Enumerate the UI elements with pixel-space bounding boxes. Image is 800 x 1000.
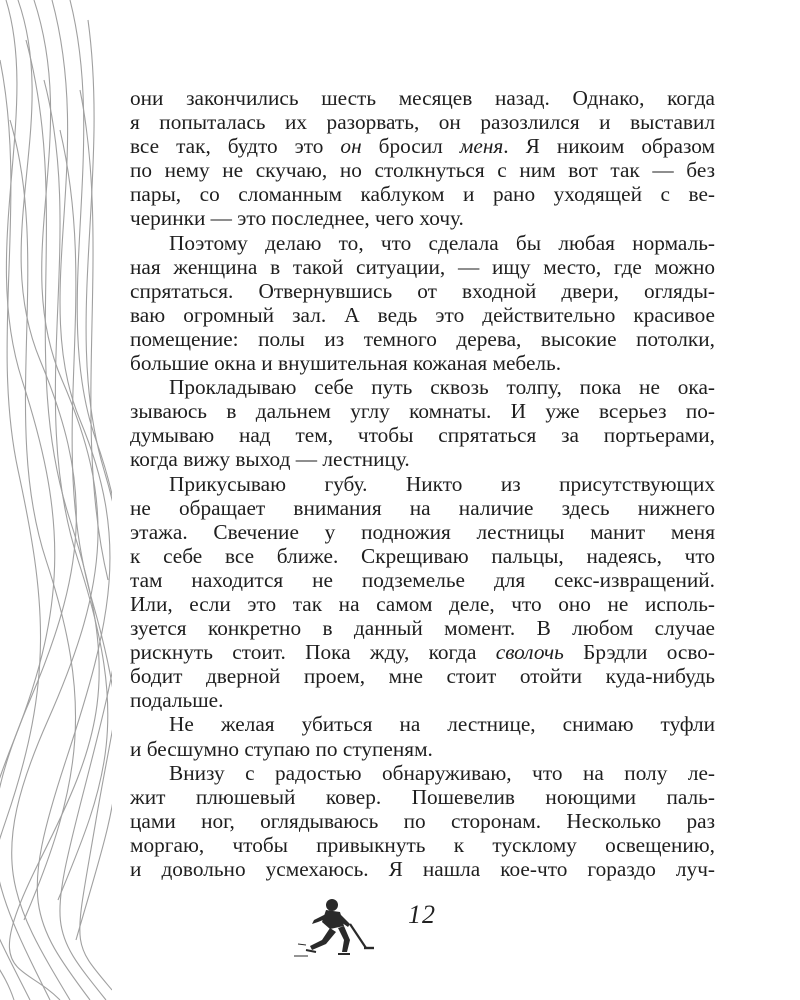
text-run: помещение: полы из темного дерева, высокие потолки, — [130, 326, 715, 351]
text-run: ная женщина в такой ситуации, — ищу место, где можно — [130, 254, 715, 279]
text-line — [130, 833, 715, 857]
text-line — [130, 809, 715, 833]
text-run: к себе все ближе. Скрещиваю пальцы, надеясь, что — [130, 543, 715, 568]
text-line — [130, 520, 715, 544]
text-run: Прикусываю губу. Никто из присутствующих — [169, 471, 715, 496]
text-run: бросил — [361, 134, 460, 159]
text-run: Не желая убиться на лестнице, снимаю туфли — [169, 712, 715, 737]
text-line — [130, 568, 715, 592]
text-line — [130, 182, 715, 206]
text-line — [130, 737, 715, 761]
text-line — [130, 785, 715, 809]
paragraph — [130, 231, 715, 376]
text-run: этажа. Свечение у подножия лестницы манит меня — [130, 519, 715, 544]
text-run: Прокладываю себе путь сквозь толпу, пока не ока- — [169, 375, 715, 400]
text-line — [130, 110, 715, 134]
text-line — [130, 375, 715, 399]
text-run: по нему не скучаю, но столкнуться с ним вот так — без — [130, 158, 715, 183]
text-line — [130, 86, 715, 110]
text-run: все так, будто это — [130, 134, 341, 159]
text-line — [130, 616, 715, 640]
text-line — [130, 761, 715, 785]
text-run: подальше. — [130, 688, 224, 713]
text-run: и довольно усмехаюсь. Я нашла кое-что гораздо луч- — [130, 857, 715, 881]
paragraph — [130, 712, 715, 760]
text-line — [130, 496, 715, 520]
italic-word: меня — [459, 134, 504, 159]
text-run: я попыталась их разорвать, он разозлился и выставил — [130, 110, 715, 135]
text-line — [130, 712, 715, 736]
text-run: Брэдли осво- — [563, 640, 715, 665]
text-run: моргаю, чтобы привыкнуть к тусклому освещению, — [130, 832, 715, 857]
paragraph — [130, 375, 715, 471]
text-line — [130, 664, 715, 688]
text-line — [130, 279, 715, 303]
text-run: спрятаться. Отвернувшись от входной двери, огляды- — [130, 278, 715, 303]
text-run: думываю над тем, чтобы спрятаться за портьерами, — [130, 423, 715, 448]
text-line — [130, 351, 715, 375]
text-line — [130, 134, 715, 158]
paragraph — [130, 86, 715, 231]
text-line — [130, 447, 715, 471]
text-line — [130, 423, 715, 447]
text-run: большие окна и внушительная кожаная мебель. — [130, 351, 562, 376]
italic-word: он — [340, 134, 362, 159]
text-line — [130, 472, 715, 496]
text-line — [130, 688, 715, 712]
paragraph — [130, 472, 715, 713]
text-line — [130, 206, 715, 230]
text-line — [130, 592, 715, 616]
text-run: Или, если это так на самом деле, что оно не исполь- — [130, 591, 715, 616]
italic-word: сволочь — [495, 640, 564, 665]
text-run: . Я никоим образом — [503, 134, 715, 159]
hockey-player-icon — [292, 896, 376, 958]
text-run: черинки — это последнее, чего хочу. — [130, 206, 464, 231]
decorative-wave-lines-ornament — [0, 0, 112, 1000]
text-run: не обращает внимания на наличие здесь нижнего — [130, 495, 715, 520]
text-line — [130, 857, 715, 881]
text-line — [130, 544, 715, 568]
text-line — [130, 640, 715, 664]
text-run: пары, со сломанным каблуком и рано уходящей с ве- — [130, 182, 715, 207]
text-line — [130, 158, 715, 182]
text-run: они закончились шесть месяцев назад. Однако, когда — [130, 86, 715, 110]
text-line — [130, 327, 715, 351]
text-run: рискнуть стоит. Пока жду, когда — [130, 640, 496, 665]
text-line — [130, 231, 715, 255]
text-run: зываюсь в дальнем углу комнаты. И уже всерьез по- — [130, 399, 715, 424]
text-run: зуется конкретно в данный момент. В любом случае — [130, 616, 715, 641]
paragraph — [130, 761, 715, 881]
text-run: Поэтому делаю то, что сделала бы любая нормаль- — [169, 230, 715, 255]
page-number: 12 — [408, 900, 436, 929]
text-line — [130, 399, 715, 423]
text-run: когда вижу выход — лестницу. — [130, 447, 410, 472]
text-run: Внизу с радостью обнаруживаю, что на полу ле- — [169, 760, 715, 785]
body-text — [130, 86, 715, 881]
text-line — [130, 303, 715, 327]
text-run: ваю огромный зал. А ведь это действительно красивое — [130, 302, 715, 327]
text-run: цами ног, оглядываюсь по сторонам. Несколько раз — [130, 808, 715, 833]
text-line — [130, 255, 715, 279]
text-run: там находится не подземелье для секс-извращений. — [130, 567, 715, 592]
text-run: жит плюшевый ковер. Пошевелив ноющими паль- — [130, 784, 715, 809]
text-run: бодит дверной проем, мне стоит отойти куда-нибудь — [130, 664, 715, 689]
text-run: и бесшумно ступаю по ступеням. — [130, 736, 433, 761]
